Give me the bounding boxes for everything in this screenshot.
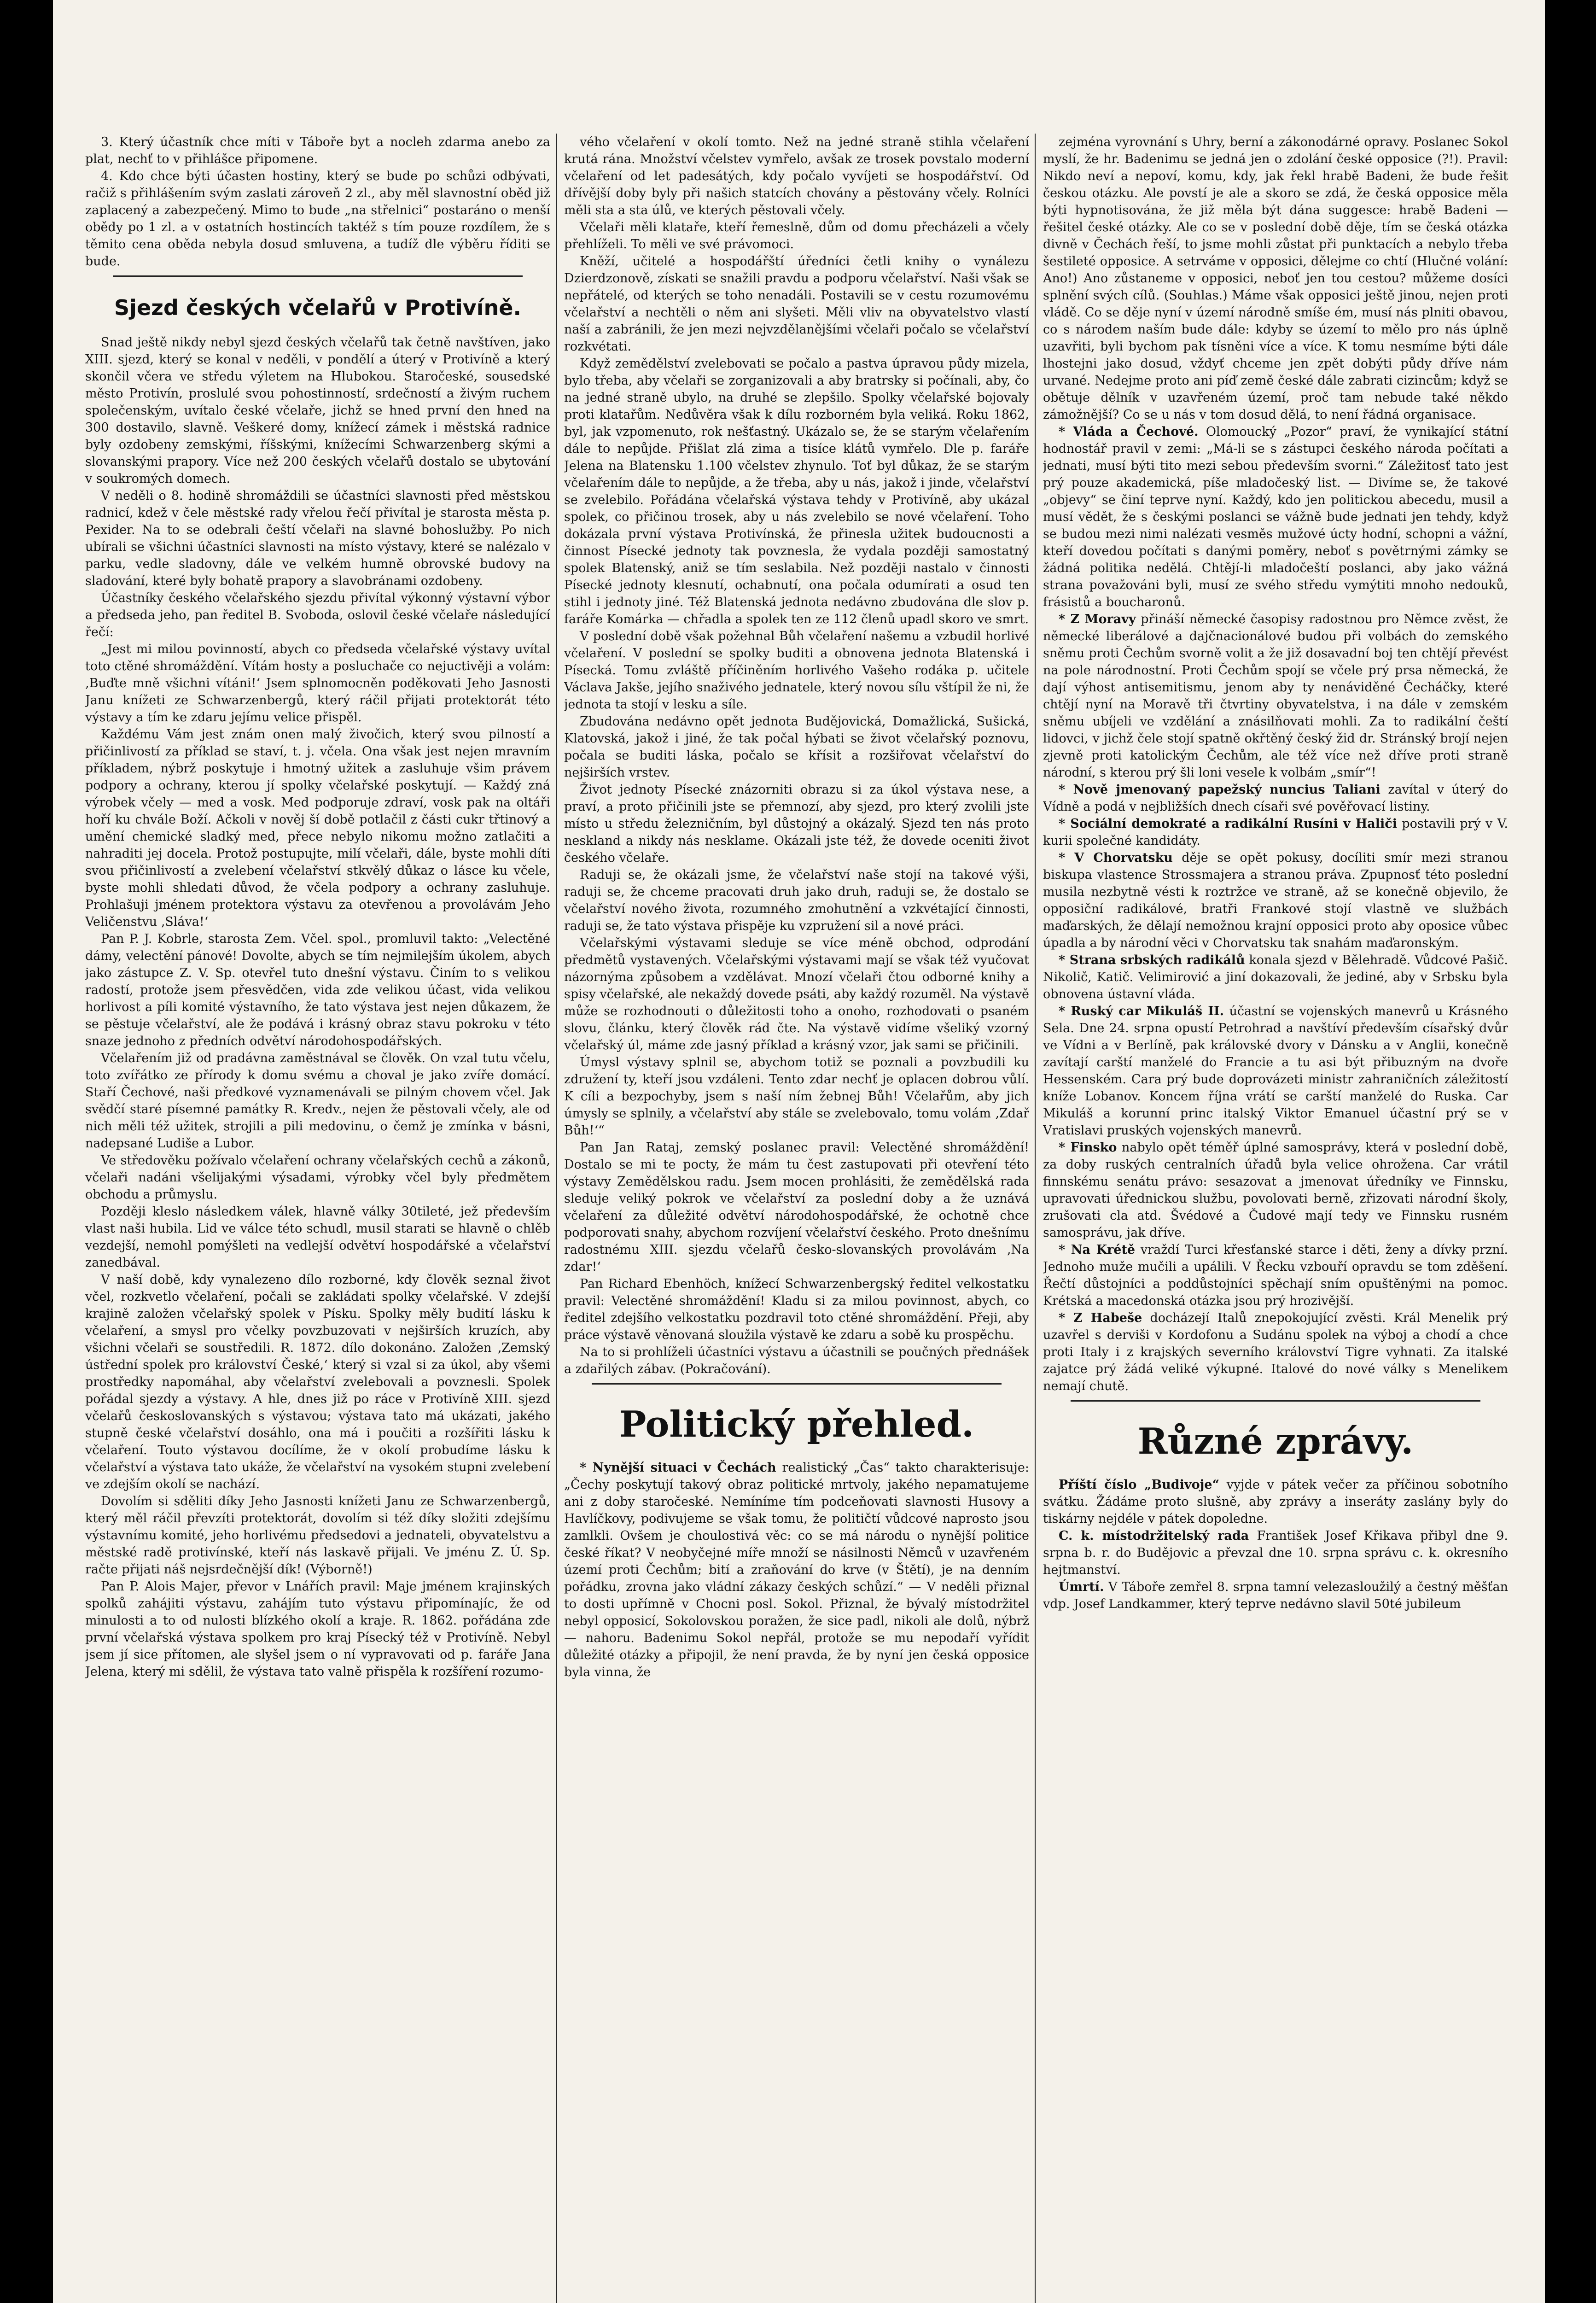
column-left [85, 134, 550, 2303]
paragraph: Na to si prohlíželi účastníci výstavu a účastnili se poučných přednášek a zdařilých zábav. (Pokračování). [564, 1345, 1029, 1376]
paragraph-lead: * V Chorvatsku [1059, 851, 1173, 865]
section-divider [113, 275, 523, 277]
paragraph: Včelařením již od pradávna zaměstnával se člověk. On vzal tutu včelu, toto zvířátko ze přírody k domu svému a choval je jako zvíře domácí. Staří Čechové, naši předkové vyznamenávali se pilným chovem včel. Jak svědčí staré písemné památky R. Kredv., nejen že pěstovali včely, ale od nich měli též užitek, strojili a pili medovinu, o čemž je zmínka v básni, nadepsané Ludiše a Lubor. [85, 1051, 550, 1151]
paragraph [1043, 815, 1508, 849]
paragraph-lead: * Sociální demokraté a radikální Rusíni v Haliči [1059, 817, 1397, 831]
paragraph [1043, 1578, 1508, 1613]
paragraph-text: konala sjezd v Bělehradě. Vůdcové Pašič. Nikolič, Katič. Velimirović a jiní dokazovali, že jediné, aby v Srbsku byla obnovena ústavní vláda. [1043, 953, 1508, 1001]
paragraph: Později kleslo následkem válek, hlavně války 30tileté, jež především vlast naši hubila. Lid ve válce této schudl, musil starati se hlavně o chlěb vezdejší, nemohl pomýšleti na vedlejší odvětví hospodářské a včelařství zanedbával. [85, 1204, 550, 1270]
paragraph: V poslední době však požehnal Bůh včelaření našemu a vzbudil horlivé včelaření. V poslední se spolky buditi a obnovena jednota Blatenská i Písecká. Tomu zvláště příčiněním horlivého Vašeho rodáka p. učitele Václava Jakše, jejího snaživého jednatele, který novou sílu vštípil že ni, že jednota ta stojí v lesku a síle. [564, 629, 1029, 712]
section-heading: Různé zprávy. [1137, 1420, 1414, 1462]
paragraph-lead: * Strana srbských radikálů [1059, 953, 1245, 967]
paragraph-text: vraždí Turci křesťanské starce i děti, ženy a dívky przní. Jednoho muže mučili a upálili. V Řecku vzbouří opravdu se tom zděšení. Řečtí důstojníci a poddůstojníci spěchají sním opuštěnými na pomoc. Krétská a macedonská otázka jsou prý hrozivější. [1043, 1243, 1508, 1308]
paragraph: Pan P. J. Kobrle, starosta Zem. Včel. spol., promluvil takto: „Velectěné dámy, velectění pánové! Dovolte, abych se tím nejmilejším úkolem, abych jako zástupce Z. V. Sp. otevřel tuto dnešní výstavu. Činím to s velikou radostí, protože jsem přesvědčen, vida zde velikou účast, vida velikou horlivost a píli komité výstavního, že tato výstava jest nejen důkazem, že se pěstuje včelařství, ale že podává i krásný obraz stavu pokroku v této snaze jednoho z předních odvětví národohospodářských. [85, 932, 550, 1048]
paragraph-text: realistický „Čas“ takto charakterisuje: „Čechy poskytují takový obraz politické mrtvoly, jakého nepamatujeme ani z doby staročeské. Nemíníme tím podceňovati slavnosti Husovy a Havlíčkovy, podivujeme se však tomu, že političtí vůdcové naprosto jsou zamlkli. Ovšem je choulostivá věc: co se má národu o nynější politice české říkat? V neobyčejné míře množí se násilnosti Němců v uzavřeném území proti Čechům; bití a zraňování do krve (v Štětí), je na denním pořádku, zrovna jako vládní zákazy českých schůzí.“ — V neděli přiznal to dosti upřímně v Chocni posl. Sokol. Přiznal, že bývalý místodržitel nebyl opposicí, Sokolovskou poražen, že sice padl, nikoli ale dolů, nýbrž — nahoru. Badenimu Sokol nepřál, protože se mu nepodaří vyřídit důležité otázky a připojil, že není pravda, že by nyní jen česká opposice byla vinna, že [564, 1461, 1029, 1679]
column-right [1043, 134, 1508, 2303]
paragraph-text: nabylo opět téměř úplné samosprávy, která v poslední době, za doby ruských centralních úřadů byla velice ohrožena. Car vrátil finnskému senátu právo: sesazovat a jmenovat úředníky ve Finnsku, upravovati úřednickou službu, povolovati berně, zřizovati národní školy, zrušovati cla atd. Švédové a Čudové mají tedy ve Finnsku rusném samosprávu, jak dříve. [1043, 1140, 1508, 1240]
paragraph: Kněží, učitelé a hospodářští úředníci četli knihy o vynálezu Dzierdzonově, získati se snažili pravdu a podporu včelařství. Naši však se nepřátelé, od kterých se toho nenadáli. Postavili se v cestu rozumovému včelařství a nechtěli o něm ani slyšeti. Měli vliv na obyvatelstvo vlastí naší a zabránili, že jen mezi nejvzdělanějšími včelaři počalo se včelařství rozkvétati. [564, 254, 1029, 354]
paragraph: Snad ještě nikdy nebyl sjezd českých včelařů tak četně navštíven, jako XIII. sjezd, který se konal v neděli, v pondělí a úterý v Protivíně a který skončil včera ve středu výletem na Hlubokou. Staročeské, sousedské město Protivín, proslulé svou pohostinností, srdečností a živým ruchem společenským, uvítalo české včelaře, jichž se hned první den hned na 300 dostavilo, slavně. Veškeré domy, knížecí zámek i městská radnice byly ozdobeny zemskými, říšskými, knížecími Schwarzenberg skými a slovanskými prapory. Více než 200 českých včelařů dostalo se ubytování v soukromých domech. [85, 335, 550, 486]
paragraph [1043, 1003, 1508, 1139]
paragraph-text: děje se opět pokusy, docíliti smír mezi stranou biskupa vlastence Strossmajera a stranou práva. Zpupnosť této poslední musila nezbytně vésti k roztržce ve straně, až se konečně objevilo, že opposiční radikálové, bratři Frankové stojí vlastně ve službách maďarských, že dělají nemožnou krajní opposici proto aby oposice vůbec úpadla a by národní věci v Chorvatsku tak snahám maďaronským. [1043, 851, 1508, 950]
paragraph: Dovolím si sděliti díky Jeho Jasnosti knížeti Janu ze Schwarzenbergů, který měl ráčil převzíti protektorát, dovolím si též díky složiti zdejšímu výstavnímu komité, jeho horlivému předsedovi a jednateli, obyvatelstvu a městské radě protivínské, kteří nás laskavě přijali. Ve jménu Z. Ú. Sp. račte přijati náš nejsrdečnější dík! (Výborně!) [85, 1494, 550, 1577]
paragraph [1043, 849, 1508, 952]
paragraph: Každému Vám jest znám onen malý živočich, který svou pilností a přičinlivostí za příklad se staví, t. j. včela. Ona však jest nejen mravním příkladem, nýbrž poskytuje i hmotný užitek a zasluhuje všim právem podpory a ochrany, kterou jí spolky včelařské poskytují. — Každý zná výrobek včely — med a vosk. Med podporuje zdraví, vosk pak na oltáři hoří ku chvále Boží. Ačkoli v nověj ší době potlačil z části cukr třtinový a umění chemické sladký med, přece nebylo nikomu možno zatlačiti a nahraditi jej docela. Protož postupujte, milí včelaři, dále, byste mohli díti svou přičinlivostí a zvelebení včelařství stkvělý důkaz o lásce ku včele, byste mohli shledati důvod, že včela podpory a ochrany zasluhuje. Prohlašuji jménem protektora výstavu za otevřenou a provolávám Jeho Veličenstvu ‚Sláva!‘ [85, 727, 550, 929]
paragraph: Úmysl výstavy splnil se, abychom totiž se poznali a povzbudili ku združení ty, kteří jsou vzdáleni. Tento zdar nechť je oplacen dobrou vůlí. K cíli a bezpochyby, jsem s naší ním žebnej Bůh! Včelařům, aby jich úmysly se splnily, a včelařství aby stále se zvelebovalo, tomu volám ‚Zdař Bůh!‘“ [564, 1055, 1029, 1138]
paragraph [1043, 952, 1508, 1003]
column-rule [1035, 134, 1036, 2303]
paragraph [1043, 1139, 1508, 1241]
paragraph-text: docházejí Italů znepokojující zvěsti. Král Menelik prý uzavřel s derviši v Kordofonu a Sudánu spolek na výboj a chodí a chce proti Italy i z krajských severního království Tigre vyhnati. Za italské zajatce prý žádá veliké výkupné. Italové do nové války s Menelikem nemají chutě. [1043, 1311, 1508, 1393]
paragraph-text: František Josef Křikava přibyl dne 9. srpna b. r. do Budějovic a převzal dne 10. srpna správu c. k. okresního hejtmanství. [1043, 1529, 1508, 1577]
paragraph-lead: C. k. místodržitelský rada [1059, 1529, 1249, 1543]
paragraph: Zbudována nedávno opět jednota Budějovická, Domažlická, Sušická, Klatovská, jakož i jiné, že tak počal hýbati se život včelařský poznovu, počala se buditi láska, počalo se křísit a rozšiřovat včelařství do nejširších vrstev. [564, 714, 1029, 780]
paragraph-lead: * Nynější situaci v Čechách [580, 1461, 776, 1475]
paragraph-lead: * Na Krétě [1059, 1243, 1136, 1257]
paragraph [1043, 1309, 1508, 1395]
paragraph-lead: Příští číslo „Budivoje“ [1059, 1478, 1220, 1492]
paragraph-lead: * Ruský car Mikuláš II. [1059, 1004, 1224, 1018]
paragraph: Pan P. Alois Majer, převor v Lnářích pravil: Maje jménem krajinských spolků zahájiti výstavu, zahájím tuto výstavu připomínajíc, že od minulosti a to od nulosti blízkého okolí a kraje. R. 1862. pořádána zde první včelařská výstava spolkem pro kraj Písecký též v Protivíně. Nebyl jsem jí sice přítomen, ale slyšel jsem o ní vypravovati od p. faráře Jana Jelena, který mi sdělil, že výstava tato valně přispěla k rozšíření rozumo- [85, 1579, 550, 1679]
paragraph: vého včelaření v okolí tomto. Než na jedné straně stihla včelaření krutá rána. Množství včelstev vymřelo, avšak ze trosek povstalo moderní včelaření od let padesátých, kdy počalo vyvíjeti se hospodářství. Od dřívější doby byly při našich statcích chovány a pěstovány včely. Rolníci měli sta a sta úlů, ve kterých pěstovali včely. [564, 135, 1029, 217]
paragraph [1043, 1527, 1508, 1578]
paragraph-lead: * Nově jmenovaný papežský nuncius Taliani [1059, 783, 1380, 797]
article-heading: Sjezd českých včelařů v Protivíně. [114, 295, 521, 320]
paragraph-text: vyjde v pátek večer za příčinou sobotního svátku. Žádáme proto slušně, aby zprávy a inseráty zaslány byly do tiskárny nejdéle v pátek dopoledne. [1043, 1478, 1508, 1526]
paragraph: V naší době, kdy vynalezeno dílo rozborné, kdy člověk seznal život včel, rozkvetlo včelaření, počali se zakládati spolky včelařské. V zdejší krajině založen včelařský spolek v Písku. Spolky měly budití lásku k včelaření, a smysl pro včelky povzbuzovati v nejširších kruzích, aby všichni včelaři se soustředili. R. 1872. dílo dokonáno. Založen ‚Zemský ústřední spolek pro království České,‘ který si vzal si za úkol, aby všemi prostředky napomáhal, aby včelařství zvelebovali a povznesli. Spolek pořádal sjezdy a výstavy. A hle, dnes již po ráce v Protivíně XIII. sjezd včelařů českoslovanských s výstavou; výstava tato má ukázati, jakého stupně české včelařství dosáhlo, ona má i poučiti a rozšířiti lásku k včelaření. Touto výstavou docílíme, že v okolí probudíme lásku k včelařství a výstava tato ukáže, že včelařství na vysokém stupni zvelebení ve zdejším okolí se nachází. [85, 1273, 550, 1491]
paragraph [1043, 611, 1508, 781]
paragraph [1043, 423, 1508, 611]
paragraph: Včelařskými výstavami sleduje se více méně obchod, odprodání předmětů vystavených. Včelařskými výstavami mají se však též vyučovat názornýma způsobem a vzdělávat. Mnozí včelaři čtou odborné knihy a spisy včelařské, ale nekaždý dovede psáti, aby každý rozuměl. Na výstavě může se rozhodnouti o důležitosti toho a onoho, rozhodovati o psaném slovu, článku, který člověk rád čte. Na výstavě vidíme všeliký vzorný včelařský úl, máme zde jasný příklad a krásný vzor, jak sami se přičinili. [564, 936, 1029, 1052]
paragraph-text: zavítal v úterý do Vídně a podá v nejbližších dnech císaři své pověřovací listiny. [1043, 783, 1508, 814]
paragraph-text: Olomoucký „Pozor“ praví, že vynikající státní hodnostář pravil v zemi: „Má-li se s zástupci českého národa počítati a jednati, musí býti tito mezi sebou především svorni.“ Záležitosť tato jest prý pouze akademická, píše mladočeský list. — Divíme se, že takové „objevy“ se činí teprve nyní. Každý, kdo jen politickou abecedu, musil a musí vědět, že s českými poslanci se vážně bude jednati jen tehdy, když se budou mezi nimi nalézati vesměs mužové úcty hodní, schopni a vážní, kteří dovedou počítati s danými poměry, neboť s povětrnými zámky se žádná politika nedělá. Chtějí-li mladočeští poslanci, aby jako vážná strana považováni byli, musí ze svého středu vymýtiti mnoho nedouků, frásistů a boucharonů. [1043, 425, 1508, 609]
paragraph: Účastníky českého včelařského sjezdu přivítal výkonný výstavní výbor a předseda jeho, pan ředitel B. Svoboda, oslovil české včelaře následující řečí: [85, 591, 550, 639]
paragraph: Pan Jan Rataj, zemský poslanec pravil: Velectěné shromáždění! Dostalo se mi te pocty, že mám tu čest zastupovati při otevření této výstavy Zemědělskou radu. Jsem mocen prohlásiti, že zemědělská rada sleduje veliký pokrok ve včelařství za poslední doby a že uznává včelaření za důležité odvětví národohospodářské, že ochotně chce podporovati snahy, abychom rozvíjení včelařství českého. Proto dnešnímu radostnému XIII. sjezdu včelařů česko-slovanských provolávám ‚Na zdar!‘ [564, 1140, 1029, 1274]
paragraph: Pan Richard Ebenhöch, knížecí Schwarzenbergský ředitel velkostatku pravil: Velectěné shromáždění! Kladu si za milou povinnost, abych, co ředitel zdejšího velkostatku pozdravil toto ctěné shromáždění. Přeji, aby práce výstavě věnovaná sloužila výstavě ke zdaru a sobě ku prospěchu. [564, 1277, 1029, 1342]
column-rule [556, 134, 557, 2303]
section-divider [592, 1383, 1002, 1385]
paragraph: 3. Který účastník chce míti v Táboře byt a nocleh zdarma anebo za plat, nechť to v přihlášce připomene. [85, 135, 550, 166]
paragraph: V neděli o 8. hodině shromáždili se účastníci slavnosti před městskou radnicí, kdež v čele městské rady vřelou řečí přivítal je starosta města p. Pexider. Na to se odebrali čeští včelaři na slavné bohoslužby. Po nich ubírali se všichni účastníci slavnosti na místo výstavy, které se nalézalo v parku, vedle sladovny, dále ve velkém humně obrovské budovy na sladování, které byly bohatě prapory a slavobránami ozdobeny. [85, 489, 550, 588]
paragraph: Raduji se, že okázali jsme, že včelařství naše stojí na takové výši, raduji se, že chceme pracovati druh jako druh, raduji se, že dostalo se včelařství nového života, rozumného zmohutnění a vzkvétající činnosti, raduji se, že tato výstava přispěje ku vzpružení sil a nové práci. [564, 868, 1029, 933]
newspaper-page [53, 0, 1545, 2303]
paragraph-lead: * Finsko [1059, 1140, 1117, 1155]
paragraph: 4. Kdo chce býti účasten hostiny, který se bude po schůzi odbývati, račiž s přihlášením svým zaslati zároveň 2 zl., aby měl slavnostní oběd již zaplacený a zabezpečený. Mimo to bude „na střelnici“ postaráno o menší obědy po 1 zl. a v ostatních hostincích taktéž s tím pouze rozdílem, že s těmito cena oběda nebyla dosud smluvena, a tudíž dle výběru říditi se bude. [85, 169, 550, 269]
paragraph [1043, 1241, 1508, 1309]
paragraph [564, 1459, 1029, 1681]
column-middle [564, 134, 1029, 2303]
paragraph [1043, 1476, 1508, 1527]
paragraph [1043, 781, 1508, 815]
paragraph: Včelaři měli klataře, kteří řemeslně, dům od domu přecházeli a včely přehlíželi. To měli ve své právomoci. [564, 220, 1029, 251]
section-heading: Politický přehled. [619, 1403, 974, 1445]
paragraph-text: postavili prý v V. kurii společné kandidáty. [1043, 817, 1508, 848]
paragraph: zejména vyrovnání s Uhry, berní a zákonodárné opravy. Poslanec Sokol myslí, že hr. Badenimu se jedná jen o zdolání české opposice (?!). Pravil: Nikdo neví a nepoví, komu, kdy, jak řekl hrabě Badeni, že bude řešit českou otázku. Ale povstí je ale a skoro se zdá, že česká opposice měla býti hypnotisována, že již měla být dána suggesce: hrabě Badeni — řešitel české otázky. Ale co se v poslední době děje, tím se česká otázka divně v Čechách řeší, to jsme mohli zůstat při punktacích a nebylo třeba šestileté opposice. A setrváme v opposici, dělejme co chtí (Hlučné volání: Ano!) Ano zůstaneme v opposici, neboť jen tou cestou? můžeme dosíci splnění svých cílů. (Souhlas.) Máme však opposici ještě jinou, nejen proti vládě. Co se děje nyní v území národně smíše ém, musí nás plniti obavou, co s národem naším bude dále: kdyby se území to mělo pro nás úplně uzavřiti, byli bychom pak tísněni více a více. K tomu nesmíme býti dále lhostejni jako dosud, vždyť chceme jen zpět dobýti půdy dříve nám urvané. Nedejme proto ani píď země české dále zabrati cizincům; když se obětuje dělník v uzavřeném území, proč tam nebude také někdo zámožnější? Co se u nás v tom dosud dělá, to není řádná organisace. [1043, 135, 1508, 422]
paragraph-lead: * Z Moravy [1059, 612, 1136, 626]
paragraph-text: V Táboře zemřel 8. srpna tamní velezasloužilý a čestný měšťan vdp. Josef Landkammer, který teprve nedávno slavil 50té jubileum [1043, 1580, 1508, 1611]
paragraph-lead: * Vláda a Čechové. [1059, 425, 1199, 439]
paragraph: „Jest mi milou povinností, abych co předseda včelařské výstavy uvítal toto ctěné shromáždění. Vítám hosty a posluchače co nejuctivěji a volám: ‚Buďte mně všichni vítáni!‘ Jsem splnomocněn poděkovati Jeho Jasnosti Janu knížeti ze Schwarzenbergů, který ráčil přijati protektorát této výstavy a tím ke zdaru jejímu velice přispěl. [85, 642, 550, 725]
paragraph-text: přináší německé časopisy radostnou pro Němce zvěst, že německé liberálové a dajčnacionálové budou při volbách do zemského sněmu proti Čechům svorně volit a že již dosavadní boj ten chtějí převést na pole národnostní. Proti Čechům spojí se včele prý prsa německá, že dají výhost antisemitismu, jenom aby ty nenáviděné Čecháčky, které chtějí nyní na Moravě tři čtvrtiny obyvatelstva, i na dále v zemském sněmu ubíjeli ve vzdělání a znásilňovati mohli. Za to radikální čeští lidovci, v jichž čele stojí spatně okřtěný český žid dr. Stránský brojí nejen zjevně proti katolickým Čechům, ale též více než dříve proti straně národní, s kterou prý šli loni vesele k volbám „smír“! [1043, 612, 1508, 780]
paragraph: Život jednoty Písecké znázorniti obrazu si za úkol výstava nese, a praví, a proto přičinili jste se přemnozí, aby sjezd, pro který zvolili jste místo u středu železničním, byl důstojný a okázalý. Sjezd ten nás proto neskland a nikdy nás nesklame. Okázali jste též, že dovede oceniti život českého včelaře. [564, 783, 1029, 865]
paragraph: Ve středověku požívalo včelaření ochrany včelařských cechů a zákonů, včelaři nadáni všelijakými výsadami, výrobky včel byly předmětem obchodu a průmyslu. [85, 1153, 550, 1202]
paragraph: Když zemědělství zvelebovati se počalo a pastva úpravou půdy mizela, bylo třeba, aby včelaři se zorganizovali a aby bratrsky si počínali, aby, čo na jedné straně ubylo, na druhé se zlepšilo. Spolky včelařské bojovaly proti klatařům. Nedůvěra však k dílu rozborném byla veliká. Roku 1862, byl, jak vzpomenuto, rok nešťastný. Ukázalo se, že se starým včelařením dále to nepůjde. Přišlat zlá zima a tisíce klátů vymřelo. Dle p. faráře Jelena na Blatensku 1.100 včelstev zhynulo. Toť byl důkaz, že se starým včelařením dále to nepůjde, a že třeba, aby u nás, jakož i jinde, včelařství se zvelebilo. Pořádána včelařská výstava tehdy v Protivíně, aby ukázal spolek, co přičinou trosek, aby u nás zvelebilo se nové včelaření. Toho dokázala první výstava Protivínská, že přinesla užitek budoucnosti a činnost Písecké jednoty tak povznesla, že vydala později samostatný spolek Blatenský, aniž se tím seslabila. Než později nastalo v činnosti Písecké jednoty klesnutí, ochabnutí, ona počala odumírati a osud ten stihl i jednoty jiné. Též Blatenská jednota nedávno zbudována dle slov p. faráře Komárka — chřadla a spolek ten ze 112 členů upadl skoro ve smrt. [564, 357, 1029, 626]
paragraph-text: účastní se vojenských manevrů u Krásného Sela. Dne 24. srpna opustí Petrohrad a navštíví především císařský dvůr ve Vídni a v Berlíně, pak královské dvory v Dánsku a v Anglii, konečně zavítají carští manželé do Francie a tu asi být přibuzným na dvoře Hessenském. Cara prý bude doprovázeti ministr zahraničních záležitostí kníže Lobanov. Koncem října vrátí se carští manželé do Ruska. Car Mikuláš a korunní princ italský Viktor Emanuel účastní prý se v Vratislavi pruských vojenských manevrů. [1043, 1004, 1508, 1138]
paragraph-lead: * Z Habeše [1059, 1311, 1142, 1325]
section-divider [1071, 1400, 1480, 1402]
paragraph-lead: Úmrtí. [1059, 1580, 1104, 1594]
